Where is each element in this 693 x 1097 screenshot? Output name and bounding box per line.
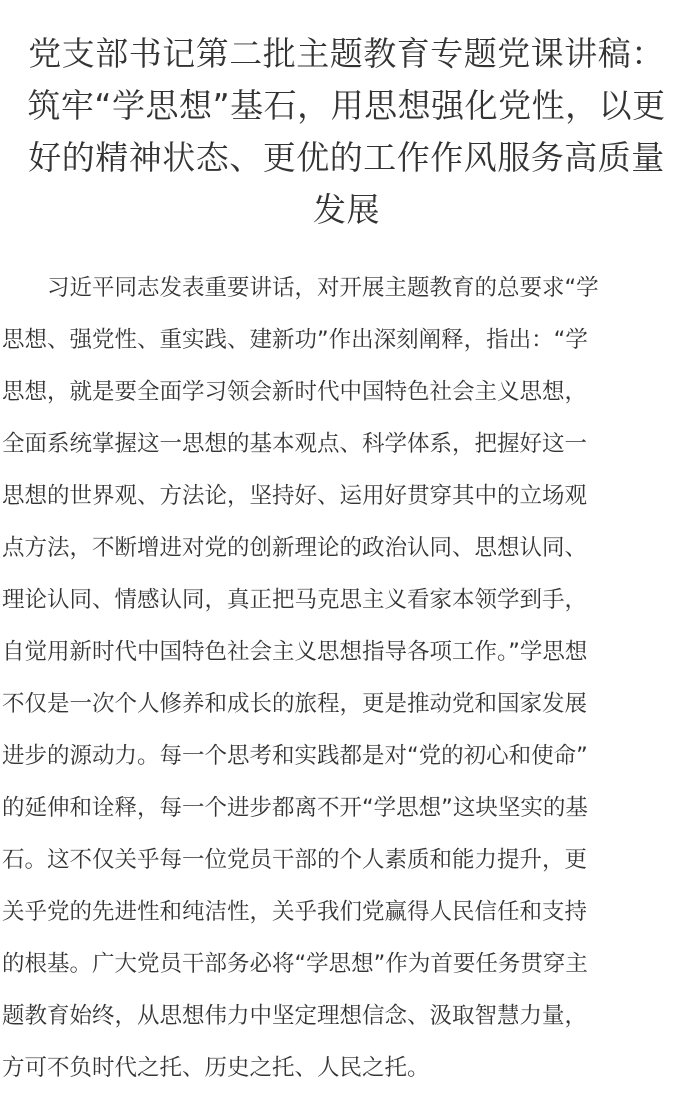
title-line: 党支部书记第二批主题教育专题党课讲稿： [28, 34, 665, 73]
article-body [2, 262, 692, 1094]
body-line: 习近平同志发表重要讲话，对开展主题教育的总要求“学 [2, 275, 599, 301]
title-line: 筑牢“学思想”基石，用思想强化党性，以更 [27, 86, 666, 125]
body-line: 进步的源动力。每一个思考和实践都是对“党的初心和使命” [2, 743, 588, 769]
body-line: 点方法，不断增进对党的创新理论的政治认同、思想认同、 [2, 535, 588, 561]
body-line: 思想的世界观、方法论，坚持好、运用好贯穿其中的立场观 [2, 483, 588, 509]
body-line: 关乎党的先进性和纯洁性，关乎我们党赢得人民信任和支持 [2, 899, 588, 925]
title-line: 发展 [313, 190, 380, 229]
body-line: 石。这不仅关乎每一位党员干部的个人素质和能力提升，更 [2, 847, 588, 873]
body-line: 方可不负时代之托、历史之托、人民之托。 [2, 1055, 430, 1081]
body-line: 自觉用新时代中国特色社会主义思想指导各项工作。”学思想 [2, 639, 588, 665]
body-line: 的根基。广大党员干部务必将“学思想”作为首要任务贯穿主 [2, 951, 588, 977]
article-title [0, 28, 693, 236]
body-line: 的延伸和诠释，每一个进步都离不开“学思想”这块坚实的基 [2, 795, 588, 821]
body-line: 理论认同、情感认同，真正把马克思主义看家本领学到手， [2, 587, 588, 613]
body-line: 题教育始终，从思想伟力中坚定理想信念、汲取智慧力量， [2, 1003, 588, 1029]
body-line: 全面系统掌握这一思想的基本观点、科学体系，把握好这一 [2, 431, 588, 457]
body-line: 思想，就是要全面学习领会新时代中国特色社会主义思想， [2, 379, 588, 405]
body-line: 不仅是一次个人修养和成长的旅程，更是推动党和国家发展 [2, 691, 588, 717]
title-line: 好的精神状态、更优的工作作风服务高质量 [28, 138, 665, 177]
body-line: 思想、强党性、重实践、建新功”作出深刻阐释，指出：“学 [2, 327, 588, 353]
